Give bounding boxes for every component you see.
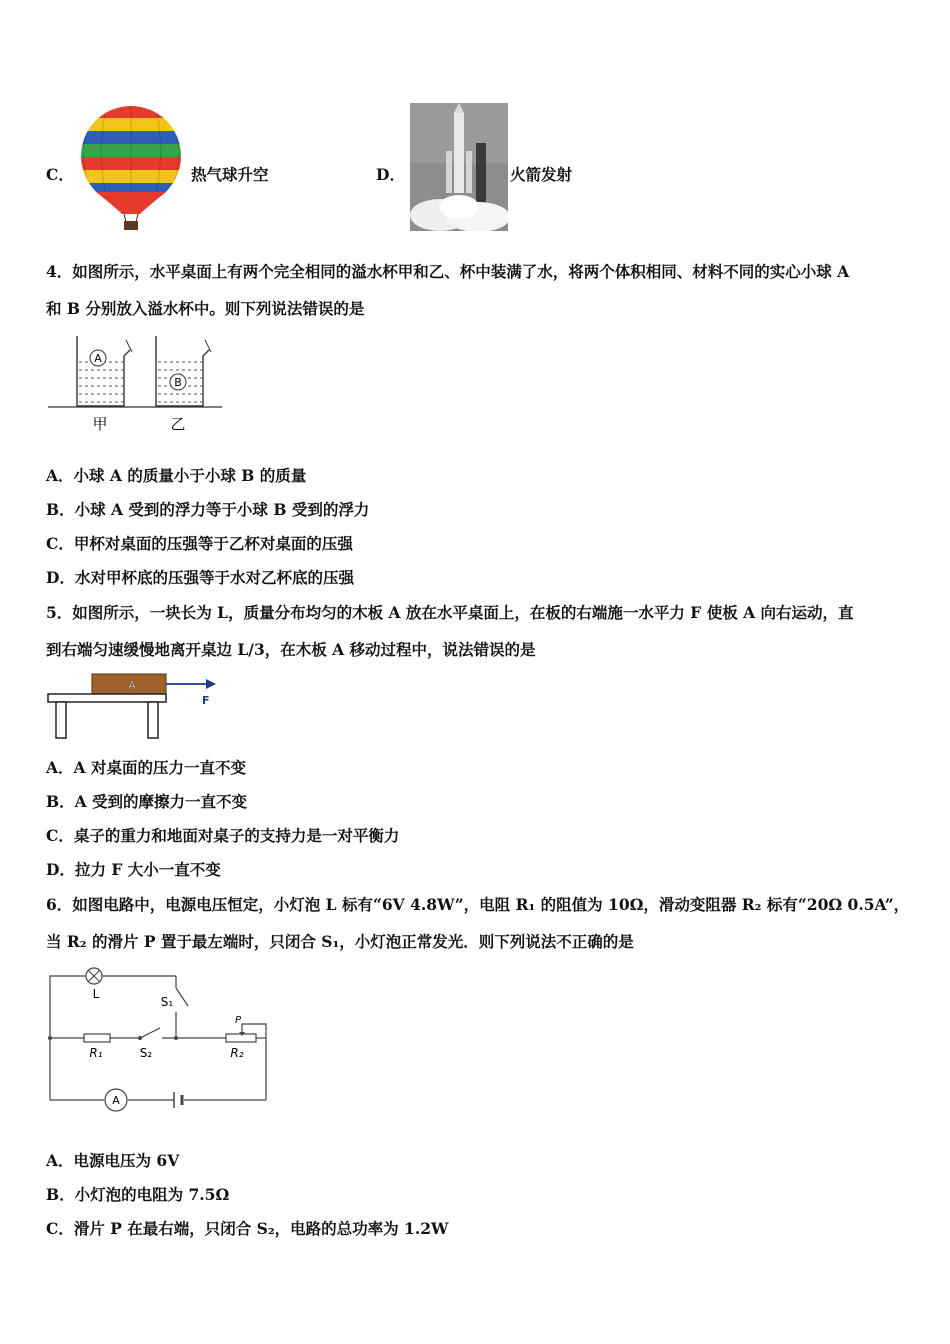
r2-label: R₂ (230, 1046, 244, 1060)
q5-option-c[interactable]: C．桌子的重力和地面对桌子的支持力是一对平衡力 (46, 826, 400, 845)
q6-stem-line1: 6．如图电路中，电源电压恒定，小灯泡 L 标有“6V 4.8W”，电阻 R₁ 的阻值为 10Ω，滑动变阻器 R₂ 标有“20Ω 0.5A”， (46, 895, 910, 914)
lamp-label: L (92, 987, 100, 1001)
q4-option-c[interactable]: C．甲杯对桌面的压强等于乙杯对桌面的压强 (46, 534, 353, 553)
q4-option-d[interactable]: D．水对甲杯底的压强等于水对乙杯底的压强 (46, 568, 354, 587)
q4-option-a[interactable]: A．小球 A 的质量小于小球 B 的质量 (46, 466, 307, 485)
r1-label: R₁ (89, 1046, 103, 1060)
ball-b-label: B (174, 376, 182, 389)
q3-option-c-letter: C． (46, 165, 74, 184)
cup-jia-label: 甲 (92, 415, 108, 433)
cup-jia (77, 336, 132, 406)
q4-option-b[interactable]: B．小球 A 受到的浮力等于小球 B 受到的浮力 (46, 500, 370, 519)
force-label: F (202, 694, 210, 707)
q6-option-c[interactable]: C．滑片 P 在最右端，只闭合 S₂，电路的总功率为 1.2W (46, 1219, 449, 1238)
q5-stem-line2: 到右端匀速缓慢地离开桌边 L/3，在木板 A 移动过程中，说法错误的是 (46, 640, 536, 659)
slider-p-label: P (234, 1015, 242, 1026)
cup-yi-label: 乙 (170, 415, 186, 433)
hot-air-balloon-image (76, 104, 186, 232)
circuit-diagram-figure (46, 966, 272, 1116)
q6-stem-line2: 当 R₂ 的滑片 P 置于最左端时，只闭合 S₁，小灯泡正常发光．则下列说法不正确的是 (46, 932, 634, 951)
q4-stem-line1: 4．如图所示，水平桌面上有两个完全相同的溢水杯甲和乙、杯中装满了水，将两个体积相同、材料不同的实心小球 A (46, 262, 850, 281)
s1-label: S₁ (160, 995, 174, 1009)
q5-option-b[interactable]: B．A 受到的摩擦力一直不变 (46, 792, 248, 811)
board-on-table-figure (46, 670, 226, 742)
ball-a-label: A (94, 352, 102, 365)
q3-option-c-text: 热气球升空 (191, 165, 269, 184)
q3-option-d-text: 火箭发射 (510, 165, 573, 184)
q5-option-a[interactable]: A．A 对桌面的压力一直不变 (46, 758, 246, 777)
q5-stem-line1: 5．如图所示，一块长为 L，质量分布均匀的木板 A 放在水平桌面上，在板的右端施一水平力 F 使板 A 向右运动，直 (46, 603, 854, 622)
q6-option-a[interactable]: A．电源电压为 6V (46, 1151, 180, 1170)
board-label: A (128, 679, 136, 692)
ammeter-label: A (112, 1094, 120, 1107)
overflow-cups-figure (46, 332, 226, 436)
q6-option-b[interactable]: B．小灯泡的电阻为 7.5Ω (46, 1185, 230, 1204)
cup-yi (156, 336, 211, 406)
q5-option-d[interactable]: D．拉力 F 大小一直不变 (46, 860, 221, 879)
s2-label: S₂ (139, 1046, 153, 1060)
q4-stem-line2: 和 B 分别放入溢水杯中。则下列说法错误的是 (46, 299, 365, 318)
q3-option-d-letter: D． (376, 165, 405, 184)
rocket-launch-image (410, 103, 508, 231)
